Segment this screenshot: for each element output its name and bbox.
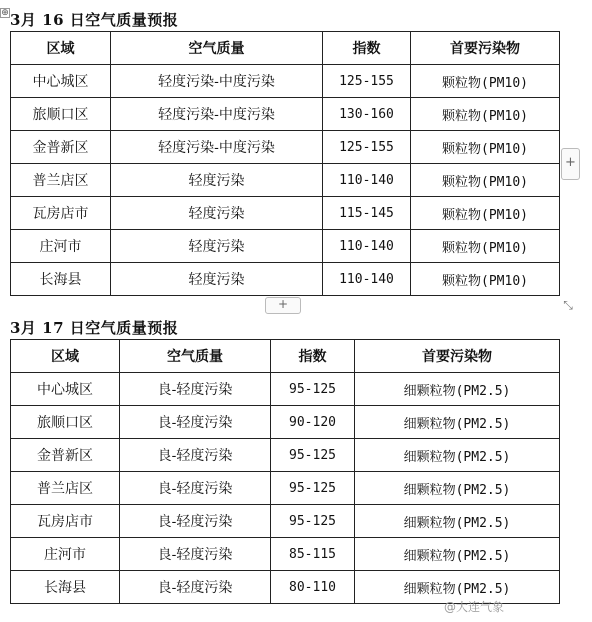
header-primary-pollutant: 首要污染物 xyxy=(411,32,560,65)
header-index: 指数 xyxy=(323,32,411,65)
weibo-watermark: @大连气象 xyxy=(444,600,505,614)
table-header-row xyxy=(11,32,560,65)
cell-air-quality: 良-轻度污染 xyxy=(120,472,271,505)
cell-air-quality: 轻度污染-中度污染 xyxy=(111,98,323,131)
cell-pollutant: 细颗粒物(PM2.5) xyxy=(355,571,560,604)
cell-region: 瓦房店市 xyxy=(11,197,111,230)
cell-region: 金普新区 xyxy=(11,131,111,164)
cell-air-quality: 良-轻度污染 xyxy=(120,373,271,406)
cell-index: 115-145 xyxy=(323,197,411,230)
cell-pollutant: 颗粒物(PM10) xyxy=(411,230,560,263)
cell-pollutant: 细颗粒物(PM2.5) xyxy=(355,538,560,571)
cell-index: 95-125 xyxy=(271,439,355,472)
cell-index: 130-160 xyxy=(323,98,411,131)
table-row xyxy=(11,505,560,538)
cell-index: 110-140 xyxy=(323,263,411,296)
cell-index: 85-115 xyxy=(271,538,355,571)
header-air-quality: 空气质量 xyxy=(111,32,323,65)
cell-air-quality: 轻度污染 xyxy=(111,230,323,263)
cell-air-quality: 轻度污染-中度污染 xyxy=(111,131,323,164)
cell-region: 中心城区 xyxy=(11,373,120,406)
cell-pollutant: 细颗粒物(PM2.5) xyxy=(355,439,560,472)
cell-air-quality: 轻度污染 xyxy=(111,263,323,296)
header-primary-pollutant: 首要污染物 xyxy=(355,340,560,373)
table1-title: 3月 16 日空气质量预报 xyxy=(10,11,179,29)
cell-pollutant: 细颗粒物(PM2.5) xyxy=(355,406,560,439)
table-row xyxy=(11,197,560,230)
cell-region: 中心城区 xyxy=(11,65,111,98)
header-index: 指数 xyxy=(271,340,355,373)
cell-region: 旅顺口区 xyxy=(11,406,120,439)
cell-pollutant: 细颗粒物(PM2.5) xyxy=(355,373,560,406)
cell-region: 庄河市 xyxy=(11,230,111,263)
cell-index: 95-125 xyxy=(271,472,355,505)
cell-index: 125-155 xyxy=(323,65,411,98)
cell-region: 庄河市 xyxy=(11,538,120,571)
cell-index: 125-155 xyxy=(323,131,411,164)
cell-region: 普兰店区 xyxy=(11,164,111,197)
table-row xyxy=(11,373,560,406)
table-row xyxy=(11,406,560,439)
table-row xyxy=(11,98,560,131)
table-row xyxy=(11,538,560,571)
table-move-handle[interactable]: ⊕ xyxy=(1,8,9,18)
table-row xyxy=(11,472,560,505)
table-row xyxy=(11,164,560,197)
cell-region: 金普新区 xyxy=(11,439,120,472)
cell-index: 95-125 xyxy=(271,505,355,538)
table-row xyxy=(11,131,560,164)
table-row xyxy=(11,230,560,263)
header-region: 区域 xyxy=(11,340,120,373)
forecast-table-march-17 xyxy=(10,339,560,604)
cell-pollutant: 颗粒物(PM10) xyxy=(411,131,560,164)
cell-region: 普兰店区 xyxy=(11,472,120,505)
cell-air-quality: 轻度污染-中度污染 xyxy=(111,65,323,98)
cell-pollutant: 颗粒物(PM10) xyxy=(411,98,560,131)
cell-pollutant: 细颗粒物(PM2.5) xyxy=(355,505,560,538)
resize-icon[interactable]: ⤡ xyxy=(563,298,573,312)
cell-air-quality: 良-轻度污染 xyxy=(120,538,271,571)
cell-air-quality: 良-轻度污染 xyxy=(120,571,271,604)
cell-index: 90-120 xyxy=(271,406,355,439)
cell-index: 95-125 xyxy=(271,373,355,406)
cell-region: 瓦房店市 xyxy=(11,505,120,538)
cell-index: 110-140 xyxy=(323,230,411,263)
cell-region: 长海县 xyxy=(11,571,120,604)
cell-pollutant: 颗粒物(PM10) xyxy=(411,164,560,197)
cell-air-quality: 良-轻度污染 xyxy=(120,406,271,439)
cell-air-quality: 轻度污染 xyxy=(111,164,323,197)
table-row xyxy=(11,439,560,472)
cell-index: 110-140 xyxy=(323,164,411,197)
cell-air-quality: 良-轻度污染 xyxy=(120,505,271,538)
cell-region: 长海县 xyxy=(11,263,111,296)
table-header-row xyxy=(11,340,560,373)
table-row xyxy=(11,263,560,296)
cell-region: 旅顺口区 xyxy=(11,98,111,131)
table2-title: 3月 17 日空气质量预报 xyxy=(10,319,179,337)
cell-pollutant: 颗粒物(PM10) xyxy=(411,197,560,230)
table-row xyxy=(11,65,560,98)
header-air-quality: 空气质量 xyxy=(120,340,271,373)
add-row-button[interactable]: + xyxy=(265,297,301,314)
cell-pollutant: 颗粒物(PM10) xyxy=(411,263,560,296)
cell-air-quality: 良-轻度污染 xyxy=(120,439,271,472)
forecast-table-march-16 xyxy=(10,31,560,296)
cell-index: 80-110 xyxy=(271,571,355,604)
header-region: 区域 xyxy=(11,32,111,65)
add-column-button[interactable]: + xyxy=(561,148,580,180)
cell-pollutant: 颗粒物(PM10) xyxy=(411,65,560,98)
cell-pollutant: 细颗粒物(PM2.5) xyxy=(355,472,560,505)
cell-air-quality: 轻度污染 xyxy=(111,197,323,230)
